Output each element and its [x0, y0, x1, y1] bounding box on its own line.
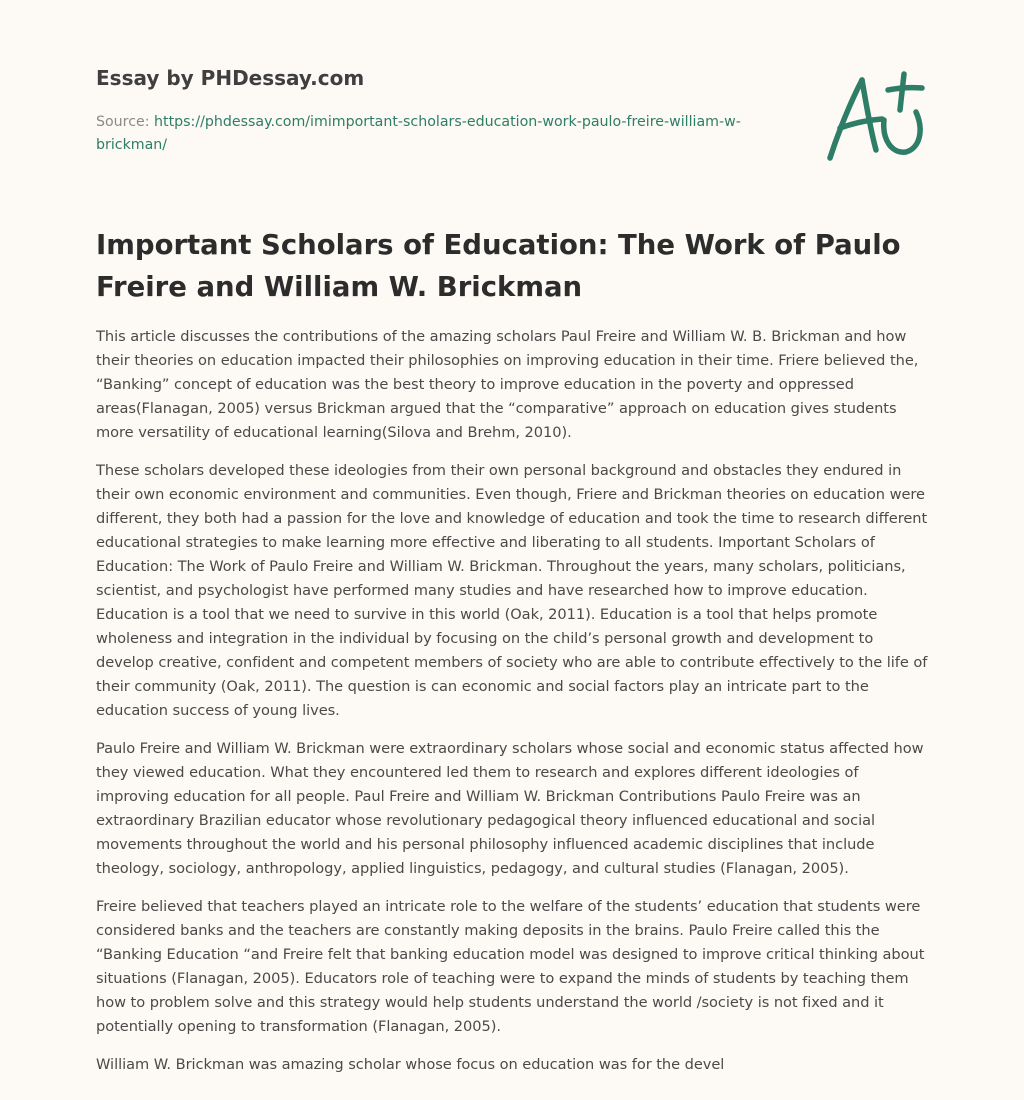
- a-plus-grade-icon: [820, 68, 930, 168]
- site-name: Essay by PHDessay.com: [96, 66, 365, 90]
- paragraph-4: Freire believed that teachers played an intricate role to the welfare of the students’ education that students were considered banks and the teachers are constantly making deposits in the brains. Paulo Freire called this the “Banking Education “and Freire felt that banking education model was designed to improve critical thinking about situations (Flanagan, 2005). Educators role of teaching were to expand the minds of students by teaching them how to problem solve and this strategy would help students understand the world /society is not fixed and it potentially opening to transformation (Flanagan, 2005).: [96, 898, 925, 1035]
- source-label: Source:: [96, 114, 155, 130]
- article-body: [96, 325, 931, 1091]
- paragraph-1: This article discusses the contributions of the amazing scholars Paul Freire and William W. B. Brickman and how their theories on education impacted their philosophies on improving education in their time. Friere believed the, “Banking” concept of education was the best theory to improve education in the poverty and oppressed areas(Flanagan, 2005) versus Brickman argued that the “comparative” approach on education gives students more versatility of educational learning(Silova and Brehm, 2010).: [96, 328, 919, 441]
- paragraph-3: Paulo Freire and William W. Brickman were extraordinary scholars whose social and economic status affected how they viewed education. What they encountered led them to research and explores different ideologies of improving education for all people. Paul Freire and William W. Brickman Contributions Paulo Freire was an extraordinary Brazilian educator whose revolutionary pedagogical theory influenced educational and social movements throughout the world and his personal philosophy influenced academic disciplines that include theology, sociology, anthropology, applied linguistics, pedagogy, and cultural studies (Flanagan, 2005).: [96, 740, 924, 877]
- source-line: [96, 111, 776, 157]
- article-title: Important Scholars of Education: The Work of Paulo Freire and William W. Brickman: [96, 229, 901, 303]
- source-link[interactable]: https://phdessay.com/imimportant-scholars-education-work-paulo-freire-william-w-brickman/: [96, 114, 741, 153]
- paragraph-2: These scholars developed these ideologies from their own personal background and obstacles they endured in their own economic environment and communities. Even though, Friere and Brickman theories on education were different, they both had a passion for the love and knowledge of education and took the time to research different educational strategies to make learning more effective and liberating to all students. Important Scholars of Education: The Work of Paulo Freire and William W. Brickman. Throughout the years, many scholars, politicians, scientist, and psychologist have performed many studies and have researched how to improve education. Education is a tool that we need to survive in this world (Oak, 2011). Education is a tool that helps promote wholeness and integration in the individual by focusing on the child’s personal growth and development to develop creative, confident and competent members of society who are able to contribute effectively to the life of their community (Oak, 2011). The question is can economic and social factors play an intricate part to the education success of young lives.: [96, 462, 928, 719]
- paragraph-5: William W. Brickman was amazing scholar whose focus on education was for the devel: [96, 1056, 725, 1073]
